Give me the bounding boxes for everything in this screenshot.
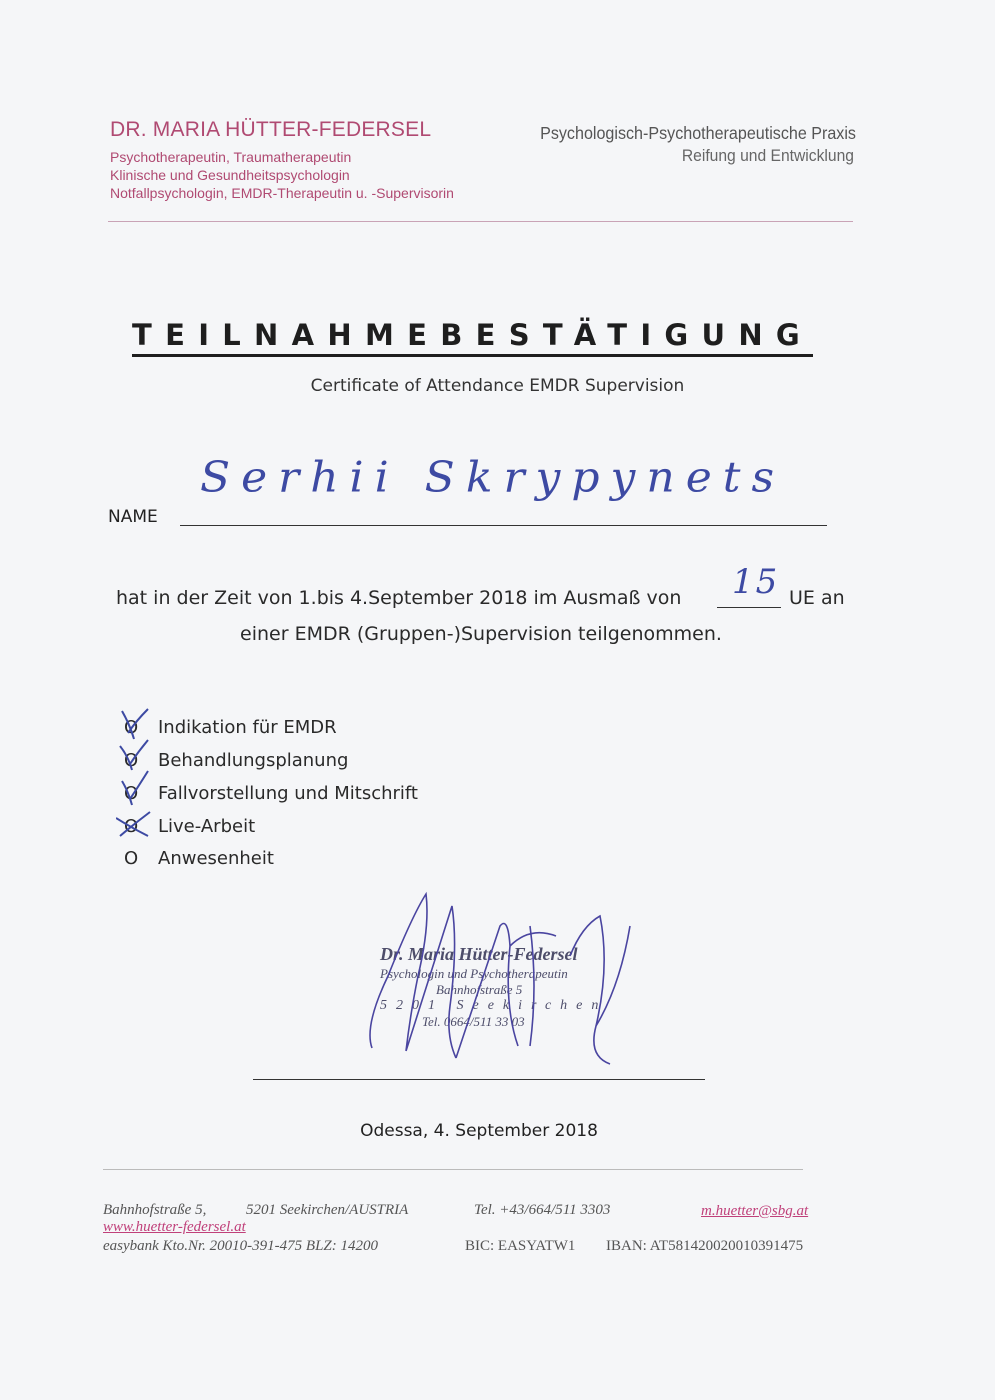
handwritten-name: Serhii Skrypynets xyxy=(200,453,786,502)
units-underline xyxy=(717,607,781,608)
document-subtitle: Certificate of Attendance EMDR Supervision xyxy=(310,376,685,396)
credential-line: Notfallpsychologin, EMDR-Therapeutin u. -Supervisorin xyxy=(110,185,454,201)
checkbox-circle: O xyxy=(124,783,139,804)
name-underline xyxy=(180,525,827,526)
place-date: Odessa, 4. September 2018 xyxy=(360,1121,598,1141)
footer-divider xyxy=(103,1169,803,1170)
handwritten-units: 15 xyxy=(732,562,780,602)
checkbox-circle: O xyxy=(124,717,139,738)
footer-email-link[interactable]: m.huetter@sbg.at xyxy=(701,1203,809,1219)
credential-line: Psychotherapeutin, Traumatherapeutin xyxy=(110,149,352,165)
checklist-label: Indikation für EMDR xyxy=(158,717,337,738)
statement-text-line2: einer EMDR (Gruppen-)Supervision teilgenommen. xyxy=(240,623,722,645)
footer-bank: easybank Kto.Nr. 20010-391-475 BLZ: 14200 xyxy=(103,1238,378,1254)
signature-line xyxy=(253,1079,705,1080)
practice-title: Psychologisch-Psychotherapeutische Praxis xyxy=(540,123,856,143)
credential-line: Klinische und Gesundheitspsychologin xyxy=(110,167,350,183)
checklist-label: Fallvorstellung und Mitschrift xyxy=(158,783,418,804)
footer-address: Bahnhofstraße 5, xyxy=(103,1202,207,1218)
cross-mark-icon xyxy=(116,802,156,844)
practice-subtitle: Reifung und Entwicklung xyxy=(681,146,854,165)
handwritten-signature xyxy=(360,886,650,1076)
statement-text-units: UE an xyxy=(789,587,845,609)
statement-text: hat in der Zeit von 1.bis 4.September 2018 im Ausmaß von xyxy=(116,587,682,609)
stamp-city: 5201 Seekirchen xyxy=(380,998,608,1013)
checkbox-circle: O xyxy=(124,750,139,771)
checklist-label: Anwesenheit xyxy=(158,848,274,869)
stamp-name: Dr. Maria Hütter-Federsel xyxy=(380,944,578,964)
checklist-label: Live-Arbeit xyxy=(158,816,256,837)
footer-bic: BIC: EASYATW1 xyxy=(465,1238,576,1254)
checkbox-circle: O xyxy=(124,848,139,869)
doctor-name: DR. MARIA HÜTTER-FEDERSEL xyxy=(110,118,432,141)
document-title: TEILNAHMEBESTÄTIGUNG xyxy=(132,318,813,357)
footer-website-link[interactable]: www.huetter-federsel.at xyxy=(103,1219,246,1235)
stamp-street: Bahnhofstraße 5 xyxy=(436,982,523,997)
footer-iban: IBAN: AT581420020010391475 xyxy=(606,1238,804,1254)
footer-city: 5201 Seekirchen/AUSTRIA xyxy=(246,1202,409,1218)
stamp-phone: Tel. 0664/511 33 03 xyxy=(422,1014,525,1029)
stamp-title: Psychologin und Psychotherapeutin xyxy=(380,966,568,981)
checklist-label: Behandlungsplanung xyxy=(158,750,349,771)
footer-phone: Tel. +43/664/511 3303 xyxy=(474,1202,611,1218)
name-label: NAME xyxy=(108,507,158,527)
checkbox-circle: O xyxy=(124,816,139,837)
header-divider xyxy=(108,221,853,222)
